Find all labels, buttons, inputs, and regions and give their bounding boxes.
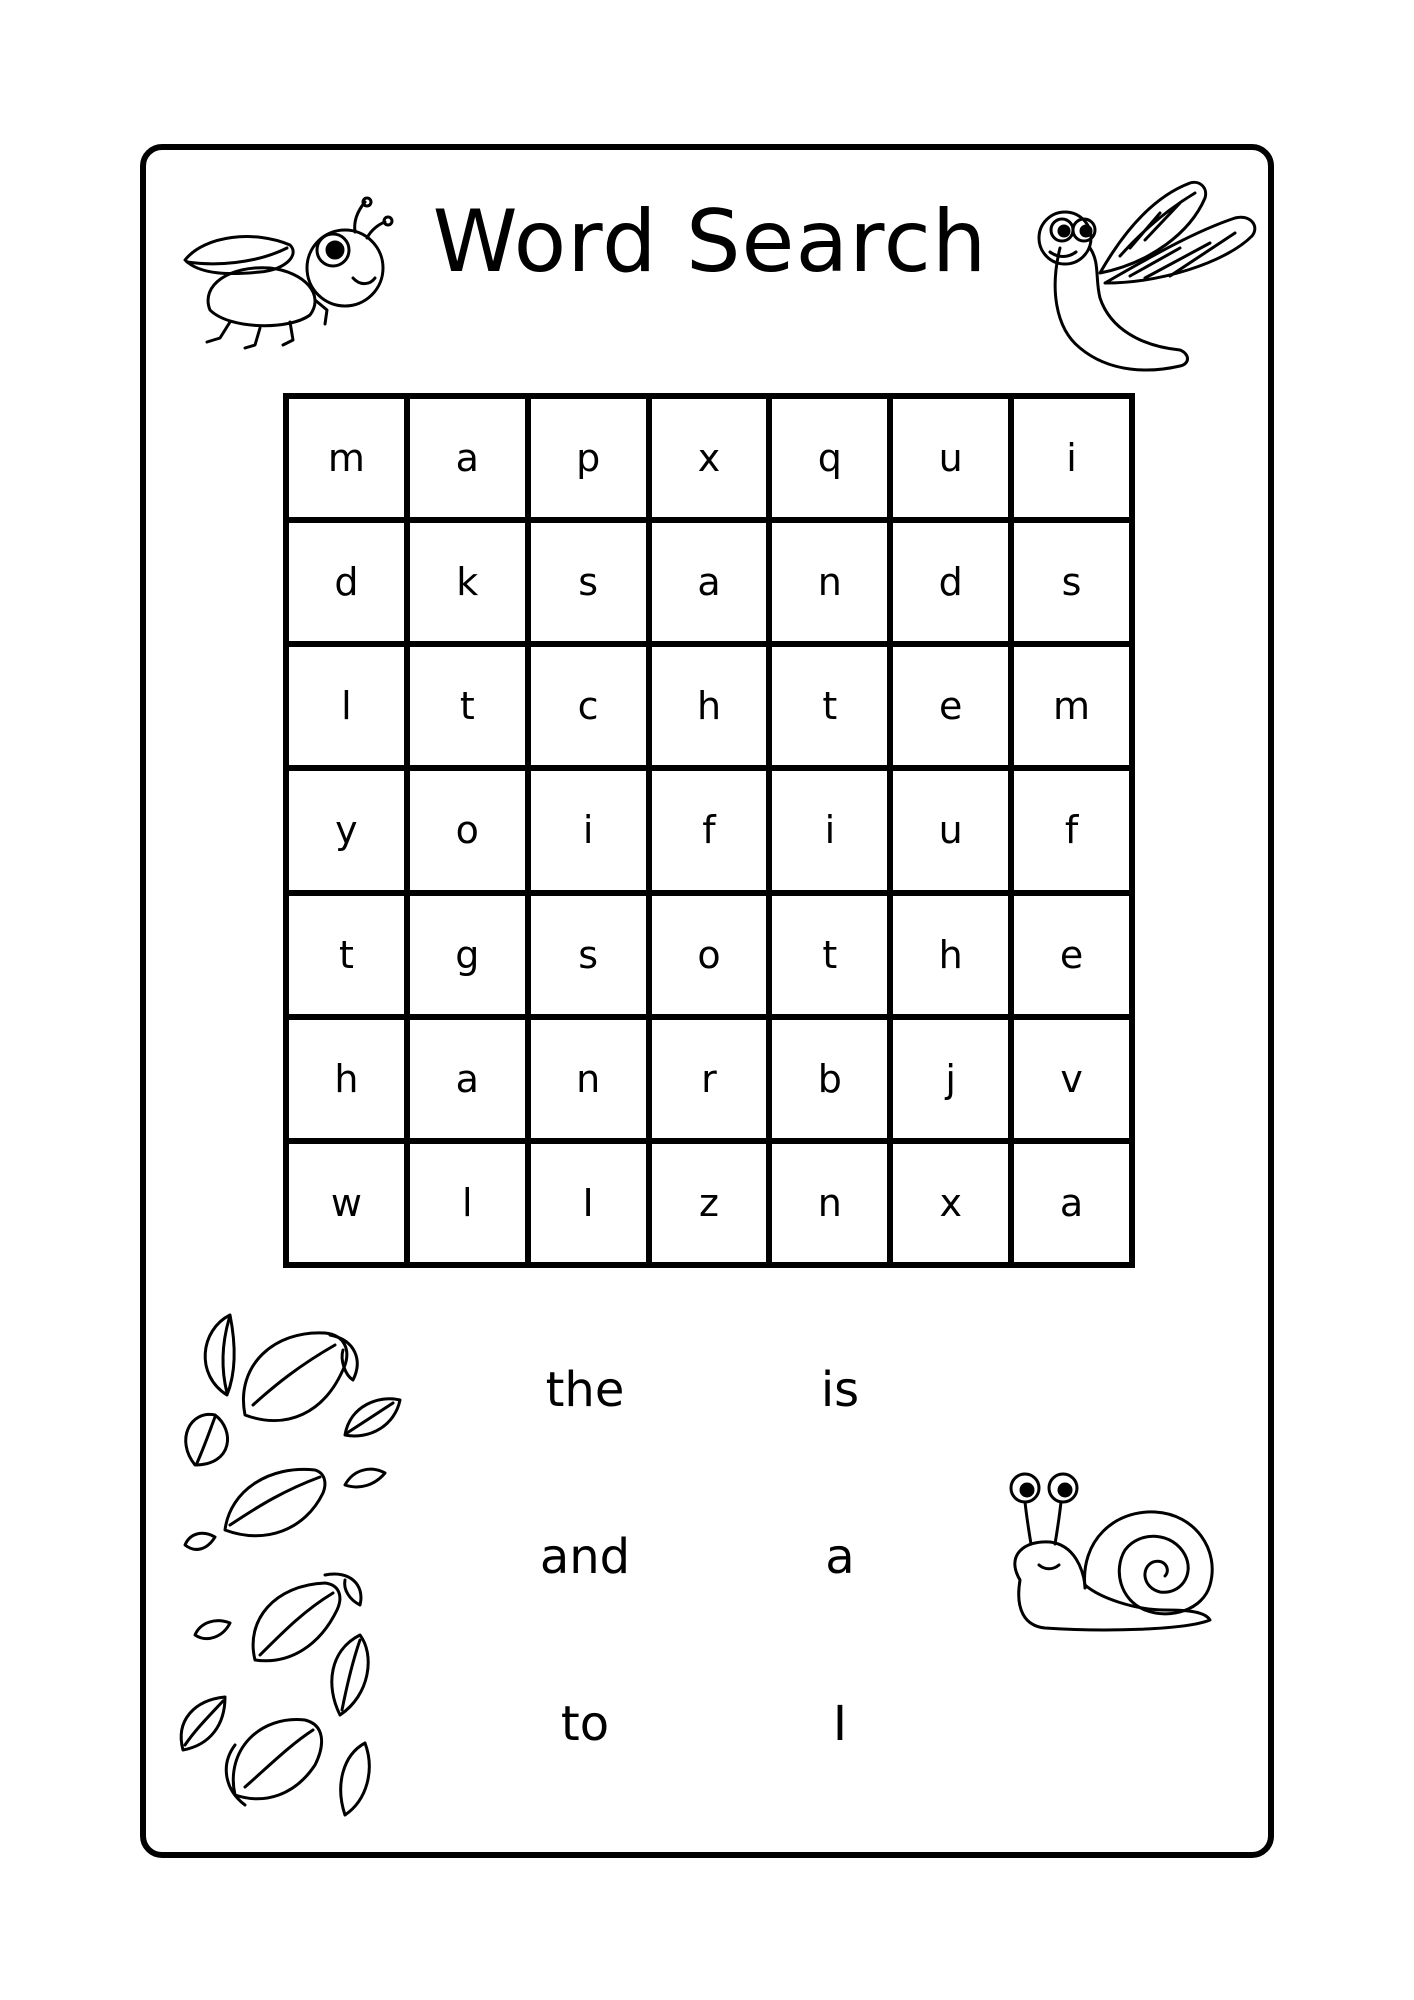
grid-cell: t	[289, 896, 404, 1014]
grid-cell: k	[410, 523, 525, 641]
grid-cell: l	[410, 1144, 525, 1262]
dragonfly-icon	[1020, 178, 1260, 388]
word-list-item: I	[832, 1696, 848, 1752]
grid-cell: x	[652, 399, 767, 517]
word-list-item: the	[545, 1362, 625, 1418]
grid-cell: h	[289, 1020, 404, 1138]
letter-grid	[283, 393, 1135, 1268]
grid-cell: m	[1014, 647, 1129, 765]
grid-cell: s	[531, 896, 646, 1014]
grid-cell: i	[531, 771, 646, 889]
worksheet-title: Word Search	[432, 192, 988, 292]
grid-cell: e	[1014, 896, 1129, 1014]
grid-cell: w	[289, 1144, 404, 1262]
grid-cell: e	[893, 647, 1008, 765]
grid-cell: t	[410, 647, 525, 765]
grid-cell: a	[1014, 1144, 1129, 1262]
grid-cell: r	[652, 1020, 767, 1138]
grid-cell: a	[410, 1020, 525, 1138]
grid-cell: d	[893, 523, 1008, 641]
grid-cell: u	[893, 399, 1008, 517]
word-list-item: is	[820, 1362, 860, 1418]
grid-cell: g	[410, 896, 525, 1014]
grid-cell: p	[531, 399, 646, 517]
grid-cell: i	[1014, 399, 1129, 517]
grid-cell: f	[652, 771, 767, 889]
grid-cell: n	[772, 1144, 887, 1262]
grid-cell: t	[772, 647, 887, 765]
word-list-item: a	[825, 1529, 855, 1585]
word-list-item: to	[560, 1696, 610, 1752]
grid-cell: j	[893, 1020, 1008, 1138]
grid-cell: v	[1014, 1020, 1129, 1138]
grid-cell: I	[531, 1144, 646, 1262]
grid-cell: d	[289, 523, 404, 641]
grid-cell: u	[893, 771, 1008, 889]
grid-cell: s	[531, 523, 646, 641]
snail-icon	[1005, 1470, 1225, 1650]
grid-cell: h	[652, 647, 767, 765]
grid-cell: f	[1014, 771, 1129, 889]
grid-cell: i	[772, 771, 887, 889]
grid-cell: t	[772, 896, 887, 1014]
grid-cell: m	[289, 399, 404, 517]
leaves-icon	[175, 1305, 415, 1815]
grid-cell: a	[410, 399, 525, 517]
grid-cell: n	[531, 1020, 646, 1138]
fly-icon	[175, 200, 435, 360]
grid-cell: b	[772, 1020, 887, 1138]
grid-cell: o	[410, 771, 525, 889]
grid-cell: z	[652, 1144, 767, 1262]
grid-cell: a	[652, 523, 767, 641]
grid-cell: y	[289, 771, 404, 889]
grid-cell: l	[289, 647, 404, 765]
grid-cell: n	[772, 523, 887, 641]
word-list-item: and	[539, 1529, 631, 1585]
grid-cell: o	[652, 896, 767, 1014]
grid-cell: h	[893, 896, 1008, 1014]
grid-cell: x	[893, 1144, 1008, 1262]
grid-cell: q	[772, 399, 887, 517]
grid-cell: c	[531, 647, 646, 765]
grid-cell: s	[1014, 523, 1129, 641]
